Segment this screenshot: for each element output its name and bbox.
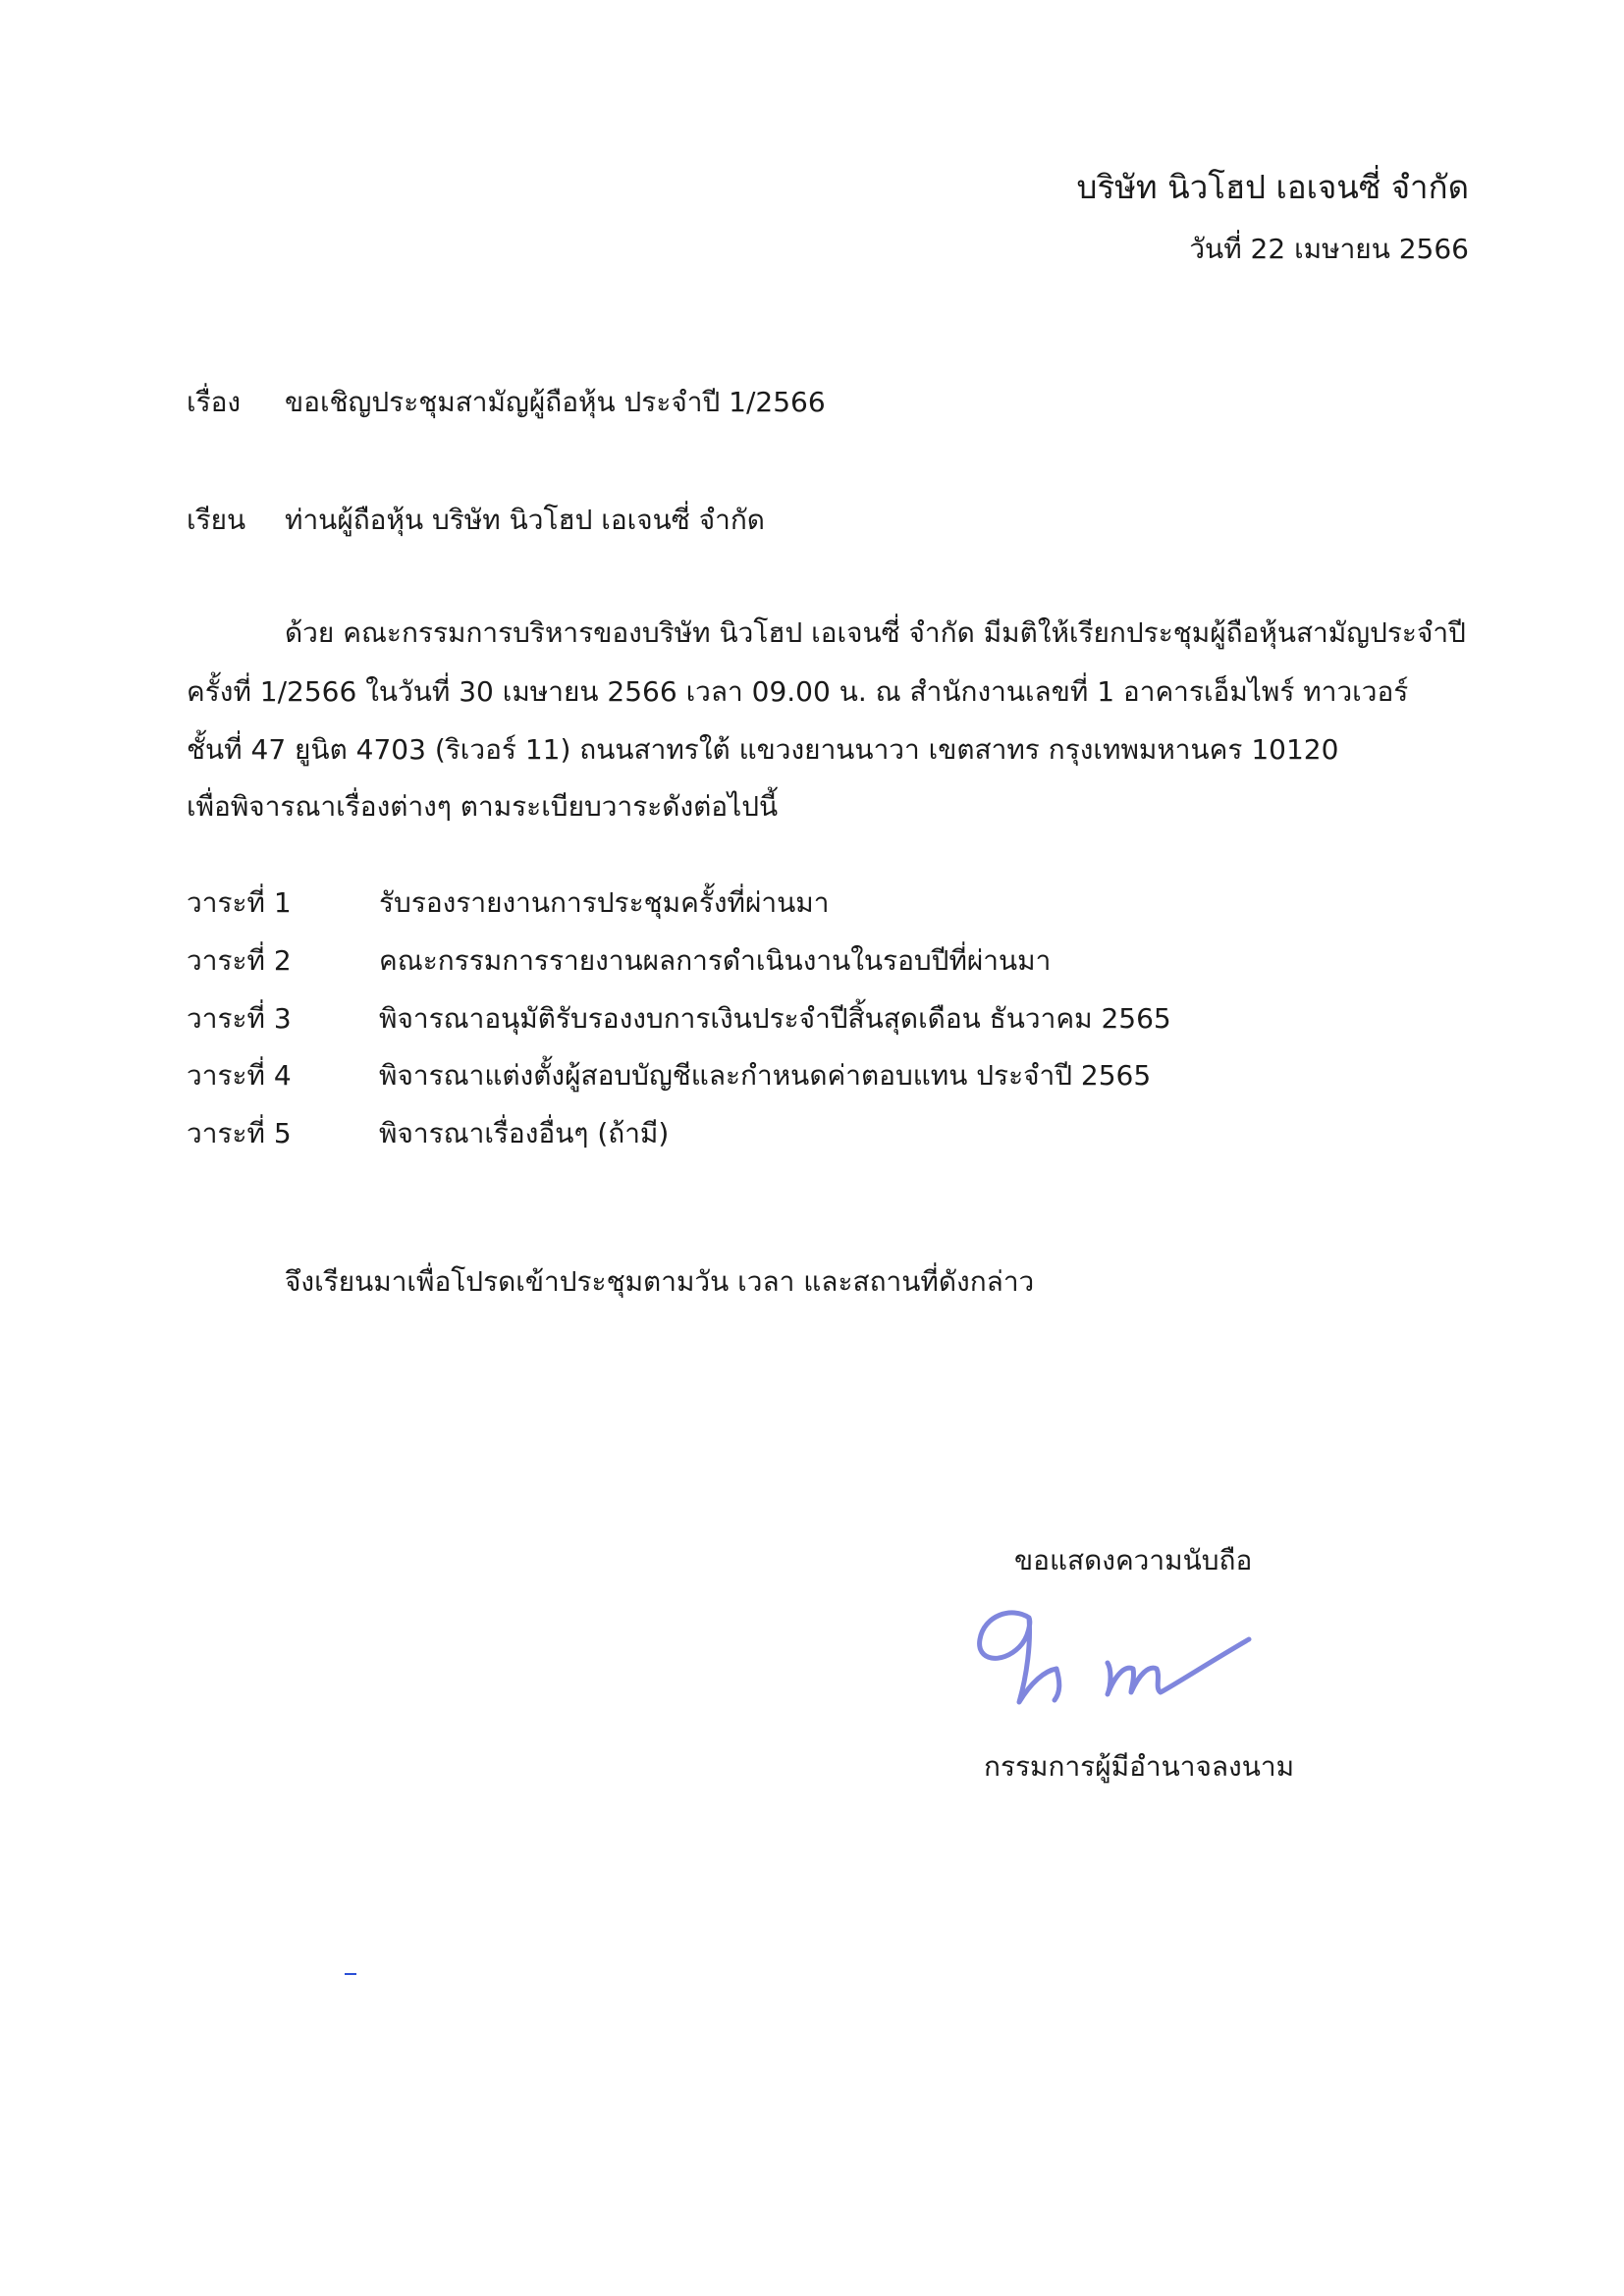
recipient-label: เรียน [187,504,246,536]
regards-text: ขอแสดงความนับถือ [1014,1544,1253,1576]
closing-line: จึงเรียนมาเพื่อโปรดเข้าประชุมตามวัน เวลา และสถานที่ดังกล่าว [285,1265,1035,1298]
body-line: ด้วย คณะกรรมการบริหารของบริษัท นิวโฮป เอเจนซี่ จำกัด มีมติให้เรียกประชุมผู้ถือหุ้นสามัญประจำปี [285,616,1466,649]
company-name: บริษัท นิวโฮป เอเจนซี่ จำกัด [1076,168,1469,206]
signature-stroke [1108,1639,1249,1694]
signature-stroke [980,1613,1059,1702]
subject-text: ขอเชิญประชุมสามัญผู้ถือหุ้น ประจำปี 1/2566 [285,386,826,418]
agenda-text: รับรองรายงานการประชุมครั้งที่ผ่านมา [379,886,830,919]
stray-dash-mark [345,1973,356,1975]
body-line: ชั้นที่ 47 ยูนิต 4703 (ริเวอร์ 11) ถนนสาทรใต้ แขวงยานนาวา เขตสาทร กรุงเทพมหานคร 10120 [187,733,1339,766]
agenda-text: คณะกรรมการรายงานผลการดำเนินงานในรอบปีที่ผ่านมา [379,944,1052,977]
signature-image [972,1600,1286,1728]
agenda-text: พิจารณาแต่งตั้งผู้สอบบัญชีและกำหนดค่าตอบแทน ประจำปี 2565 [379,1059,1152,1092]
letter-date: วันที่ 22 เมษายน 2566 [1189,233,1469,265]
body-line: ครั้งที่ 1/2566 ในวันที่ 30 เมษายน 2566 เวลา 09.00 น. ณ สำนักงานเลขที่ 1 อาคารเอ็มไพร์ ทาวเวอร์ [187,675,1409,708]
agenda-number: วาระที่ 2 [187,944,292,977]
signer-title: กรรมการผู้มีอำนาจลงนาม [984,1750,1295,1783]
agenda-number: วาระที่ 3 [187,1002,292,1035]
agenda-number: วาระที่ 5 [187,1117,292,1149]
agenda-number: วาระที่ 1 [187,886,292,919]
recipient-text: ท่านผู้ถือหุ้น บริษัท นิวโฮป เอเจนซี่ จำกัด [285,504,765,536]
subject-label: เรื่อง [187,386,242,418]
agenda-text: พิจารณาเรื่องอื่นๆ (ถ้ามี) [379,1117,670,1149]
body-line: เพื่อพิจารณาเรื่องต่างๆ ตามระเบียบวาระดังต่อไปนี้ [187,790,779,823]
agenda-number: วาระที่ 4 [187,1059,292,1092]
agenda-text: พิจารณาอนุมัติรับรองงบการเงินประจำปีสิ้นสุดเดือน ธันวาคม 2565 [379,1002,1171,1035]
